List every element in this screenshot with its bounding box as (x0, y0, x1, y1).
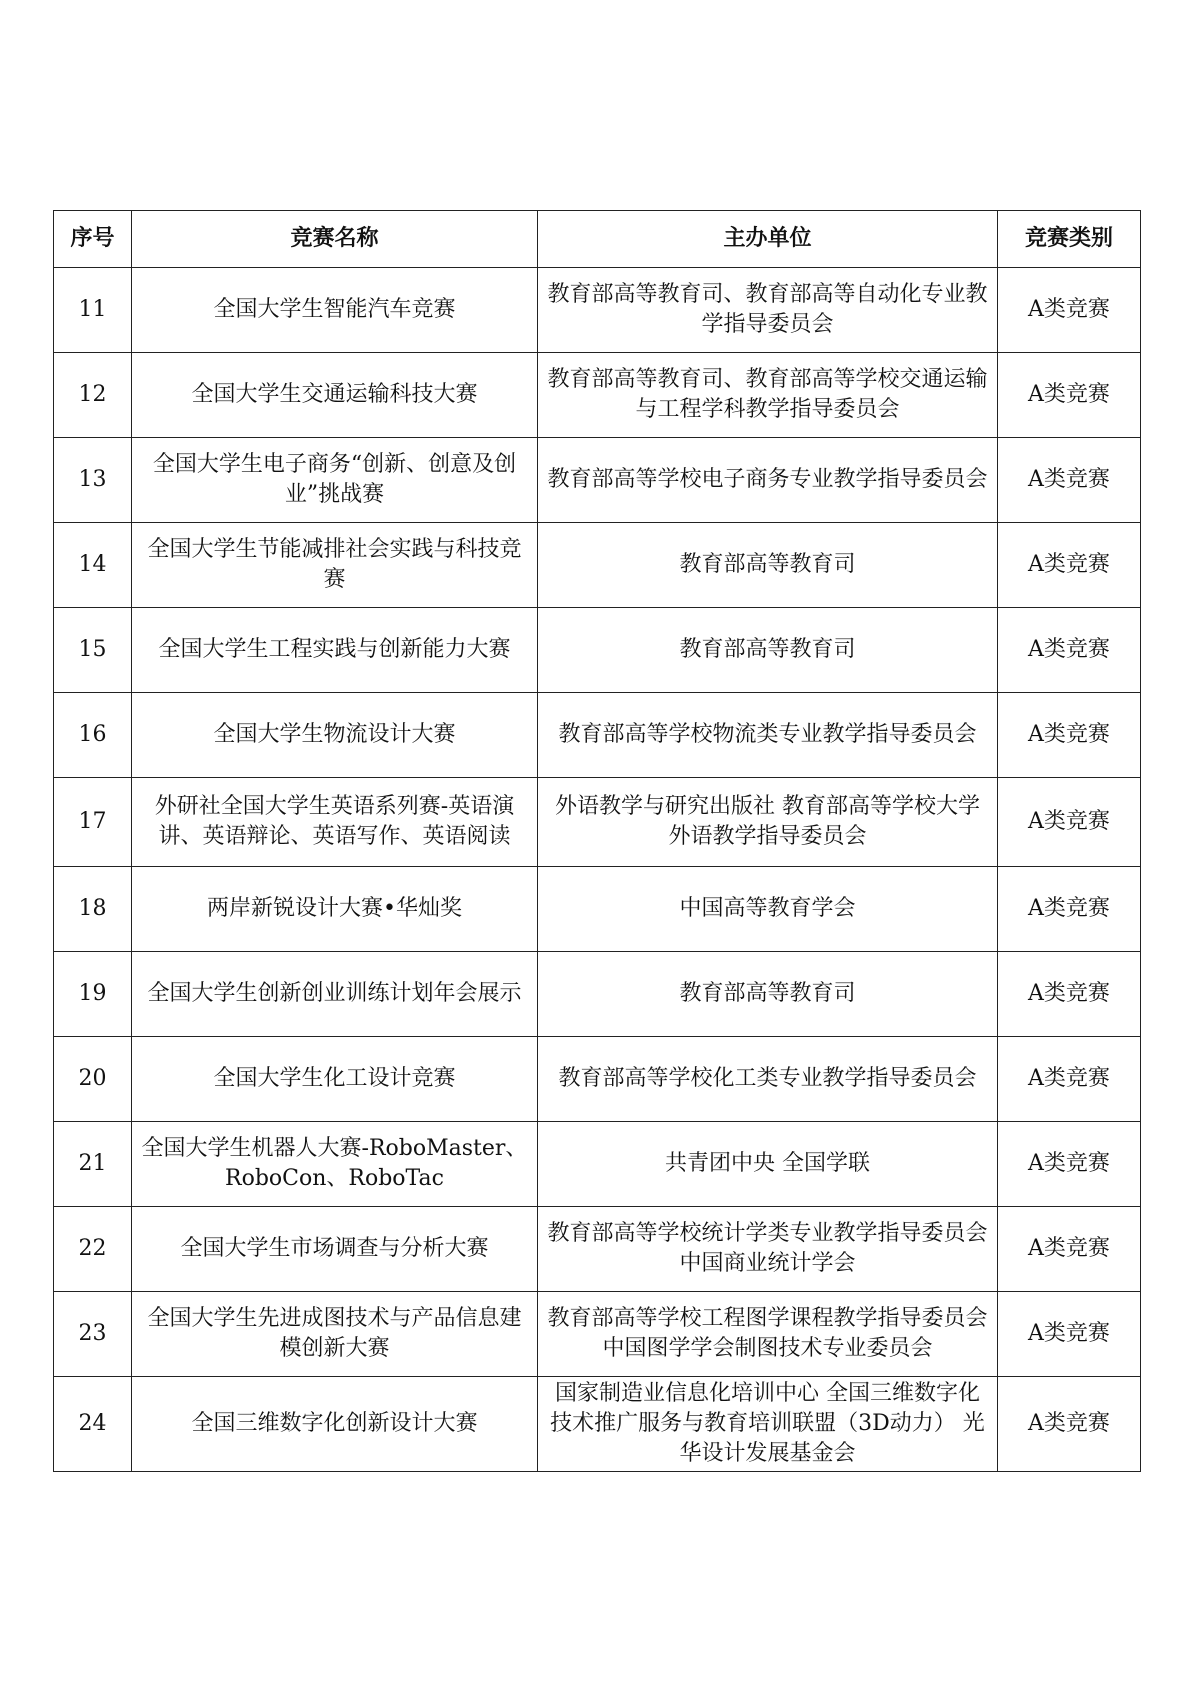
cell-organizer: 教育部高等教育司 (538, 523, 998, 608)
cell-organizer: 教育部高等学校工程图学课程教学指导委员会 中国图学学会制图技术专业委员会 (538, 1292, 998, 1377)
cell-index: 22 (54, 1207, 132, 1292)
cell-name: 全国大学生工程实践与创新能力大赛 (132, 608, 538, 693)
cell-category: A类竞赛 (998, 778, 1141, 867)
cell-organizer: 教育部高等学校物流类专业教学指导委员会 (538, 693, 998, 778)
table-row (54, 353, 1141, 438)
header-organizer: 主办单位 (538, 211, 998, 268)
cell-category: A类竞赛 (998, 1122, 1141, 1207)
cell-category: A类竞赛 (998, 523, 1141, 608)
cell-organizer: 国家制造业信息化培训中心 全国三维数字化技术推广服务与教育培训联盟（3D动力） 光华设计发展基金会 (538, 1377, 998, 1472)
cell-category: A类竞赛 (998, 1292, 1141, 1377)
cell-index: 23 (54, 1292, 132, 1377)
table-row (54, 1207, 1141, 1292)
cell-name: 全国大学生电子商务“创新、创意及创业”挑战赛 (132, 438, 538, 523)
cell-name: 全国大学生先进成图技术与产品信息建模创新大赛 (132, 1292, 538, 1377)
table-row (54, 438, 1141, 523)
cell-organizer: 教育部高等学校化工类专业教学指导委员会 (538, 1037, 998, 1122)
cell-name: 全国大学生化工设计竞赛 (132, 1037, 538, 1122)
table-header-row (54, 211, 1141, 268)
cell-name: 全国大学生市场调查与分析大赛 (132, 1207, 538, 1292)
cell-name: 全国大学生智能汽车竞赛 (132, 268, 538, 353)
cell-index: 24 (54, 1377, 132, 1472)
cell-category: A类竞赛 (998, 952, 1141, 1037)
cell-organizer: 教育部高等教育司、教育部高等自动化专业教学指导委员会 (538, 268, 998, 353)
competition-table (53, 210, 1141, 1472)
cell-name: 全国三维数字化创新设计大赛 (132, 1377, 538, 1472)
table-row (54, 778, 1141, 867)
cell-organizer: 教育部高等教育司 (538, 608, 998, 693)
cell-organizer: 教育部高等学校统计学类专业教学指导委员会 中国商业统计学会 (538, 1207, 998, 1292)
table-row (54, 1122, 1141, 1207)
cell-category: A类竞赛 (998, 438, 1141, 523)
header-index: 序号 (54, 211, 132, 268)
cell-category: A类竞赛 (998, 608, 1141, 693)
cell-index: 20 (54, 1037, 132, 1122)
header-category: 竞赛类别 (998, 211, 1141, 268)
table-row (54, 268, 1141, 353)
cell-category: A类竞赛 (998, 693, 1141, 778)
cell-index: 21 (54, 1122, 132, 1207)
cell-index: 18 (54, 867, 132, 952)
table-row (54, 523, 1141, 608)
table-row (54, 1292, 1141, 1377)
cell-organizer: 教育部高等教育司、教育部高等学校交通运输与工程学科教学指导委员会 (538, 353, 998, 438)
cell-organizer: 外语教学与研究出版社 教育部高等学校大学外语教学指导委员会 (538, 778, 998, 867)
cell-name: 外研社全国大学生英语系列赛-英语演讲、英语辩论、英语写作、英语阅读 (132, 778, 538, 867)
cell-index: 14 (54, 523, 132, 608)
cell-name: 全国大学生节能减排社会实践与科技竞赛 (132, 523, 538, 608)
header-name: 竞赛名称 (132, 211, 538, 268)
cell-organizer: 教育部高等教育司 (538, 952, 998, 1037)
cell-index: 17 (54, 778, 132, 867)
cell-category: A类竞赛 (998, 268, 1141, 353)
cell-name: 全国大学生创新创业训练计划年会展示 (132, 952, 538, 1037)
cell-name: 两岸新锐设计大赛•华灿奖 (132, 867, 538, 952)
table-row (54, 1377, 1141, 1472)
cell-index: 19 (54, 952, 132, 1037)
table-row (54, 952, 1141, 1037)
table-row (54, 867, 1141, 952)
cell-index: 13 (54, 438, 132, 523)
cell-index: 16 (54, 693, 132, 778)
table-row (54, 608, 1141, 693)
cell-name: 全国大学生机器人大赛-RoboMaster、RoboCon、RoboTac (132, 1122, 538, 1207)
table-row (54, 1037, 1141, 1122)
cell-organizer: 中国高等教育学会 (538, 867, 998, 952)
cell-index: 11 (54, 268, 132, 353)
cell-name: 全国大学生交通运输科技大赛 (132, 353, 538, 438)
cell-category: A类竞赛 (998, 353, 1141, 438)
cell-index: 15 (54, 608, 132, 693)
cell-organizer: 教育部高等学校电子商务专业教学指导委员会 (538, 438, 998, 523)
cell-category: A类竞赛 (998, 1037, 1141, 1122)
cell-organizer: 共青团中央 全国学联 (538, 1122, 998, 1207)
cell-name: 全国大学生物流设计大赛 (132, 693, 538, 778)
cell-category: A类竞赛 (998, 1207, 1141, 1292)
cell-index: 12 (54, 353, 132, 438)
cell-category: A类竞赛 (998, 1377, 1141, 1472)
cell-category: A类竞赛 (998, 867, 1141, 952)
table-row (54, 693, 1141, 778)
